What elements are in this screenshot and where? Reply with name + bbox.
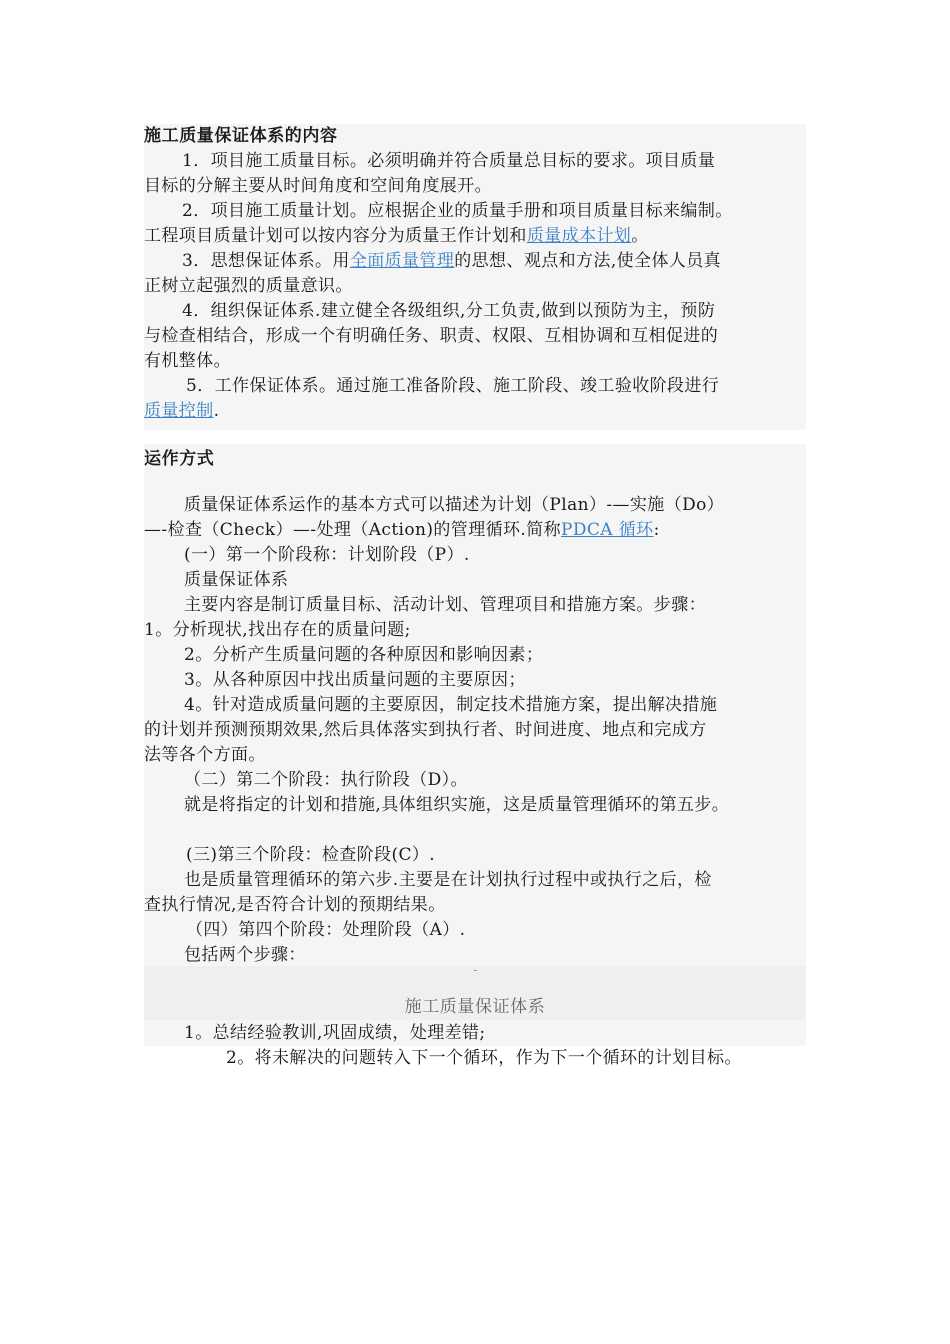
paragraph-line: 查执行情况,是否符合计划的预期结果。 — [144, 895, 446, 915]
quality-control-link[interactable]: 质量控制 — [144, 401, 214, 421]
image-placeholder-mark — [474, 970, 477, 971]
text-span: 。 — [631, 226, 649, 246]
paragraph-line: 2．项目施工质量计划。应根据企业的质量手册和项目质量目标来编制。 — [182, 201, 733, 221]
paragraph-line: 5．工作保证体系。通过施工准备阶段、施工阶段、竣工验收阶段进行 — [186, 376, 720, 396]
paragraph-line: 法等各个方面。 — [144, 745, 266, 765]
paragraph-line: 就是将指定的计划和措施,具体组织实施，这是质量管理循环的第五步。 — [184, 795, 730, 815]
paragraph-line: （二）第二个阶段：执行阶段（D）。 — [184, 770, 468, 790]
paragraph-line: 3。从各种原因中找出质量问题的主要原因； — [184, 670, 526, 690]
paragraph-line: 1。总结经验教训,巩固成绩，处理差错; — [184, 1023, 486, 1043]
pdca-cycle-link[interactable]: PDCA 循环 — [561, 520, 654, 540]
paragraph-line: （四）第四个阶段：处理阶段（A）. — [186, 920, 466, 940]
paragraph-line: 1。分析现状,找出存在的质量问题; — [144, 620, 411, 640]
image-caption: 施工质量保证体系 — [404, 997, 546, 1017]
paragraph-line — [144, 518, 660, 542]
quality-cost-plan-link[interactable]: 质量成本计划 — [526, 226, 632, 246]
paragraph-line: 质量保证体系 — [184, 570, 289, 590]
paragraph-line: 4。针对造成质量问题的主要原因，制定技术措施方案，提出解决措施 — [184, 695, 718, 715]
paragraph-line: 目标的分解主要从时间角度和空间角度展开。 — [144, 176, 492, 196]
paragraph-line: 2。将未解决的问题转入下一个循环，作为下一个循环的计划目标。 — [226, 1048, 742, 1068]
text-span: 工程项目质量计划可以按内容分为质量王作计划和 — [144, 226, 527, 246]
paragraph-line: 的计划并预测预期效果,然后具体落实到执行者、时间进度、地点和完成方 — [144, 720, 707, 740]
section1-heading: 施工质量保证体系的内容 — [144, 126, 338, 146]
paragraph-line — [182, 249, 721, 273]
paragraph-line: 质量保证体系运作的基本方式可以描述为计划（Plan）-—实施（Do） — [184, 495, 725, 515]
paragraph-line: 主要内容是制订质量目标、活动计划、管理项目和措施方案。步骤： — [184, 595, 706, 615]
paragraph-line: 有机整体。 — [144, 351, 231, 371]
paragraph-line: 也是质量管理循环的第六步.主要是在计划执行过程中或执行之后，检 — [184, 870, 712, 890]
total-quality-management-link[interactable]: 全面质量管理 — [349, 251, 455, 271]
paragraph-line — [144, 224, 649, 248]
text-span: : — [653, 520, 660, 540]
text-span: 3．思想保证体系。用 — [182, 251, 350, 271]
text-span: 的思想、观点和方法,使全体人员真 — [454, 251, 722, 271]
paragraph-line: (一）第一个阶段称：计划阶段（P）. — [184, 545, 470, 565]
section2-heading: 运作方式 — [144, 449, 215, 469]
paragraph-line: 4．组织保证体系.建立健全各级组织,分工负责,做到以预防为主，预防 — [182, 301, 716, 321]
paragraph-line: 1．项目施工质量目标。必须明确并符合质量总目标的要求。项目质量 — [182, 151, 716, 171]
paragraph-line: 正树立起强烈的质量意识。 — [144, 276, 353, 296]
paragraph-line: 2。分析产生质量问题的各种原因和影响因素； — [184, 645, 544, 665]
text-span: . — [213, 401, 220, 421]
paragraph-line: 包括两个步骤： — [184, 945, 306, 965]
paragraph-line — [144, 399, 219, 423]
paragraph-line: 与检查相结合，形成一个有明确任务、职责、权限、互相协调和互相促进的 — [144, 326, 719, 346]
paragraph-line: (三)第三个阶段：检查阶段(C）. — [186, 845, 436, 865]
text-span: —-检查（Check）—-处理（Action)的管理循环.简称 — [144, 520, 562, 540]
